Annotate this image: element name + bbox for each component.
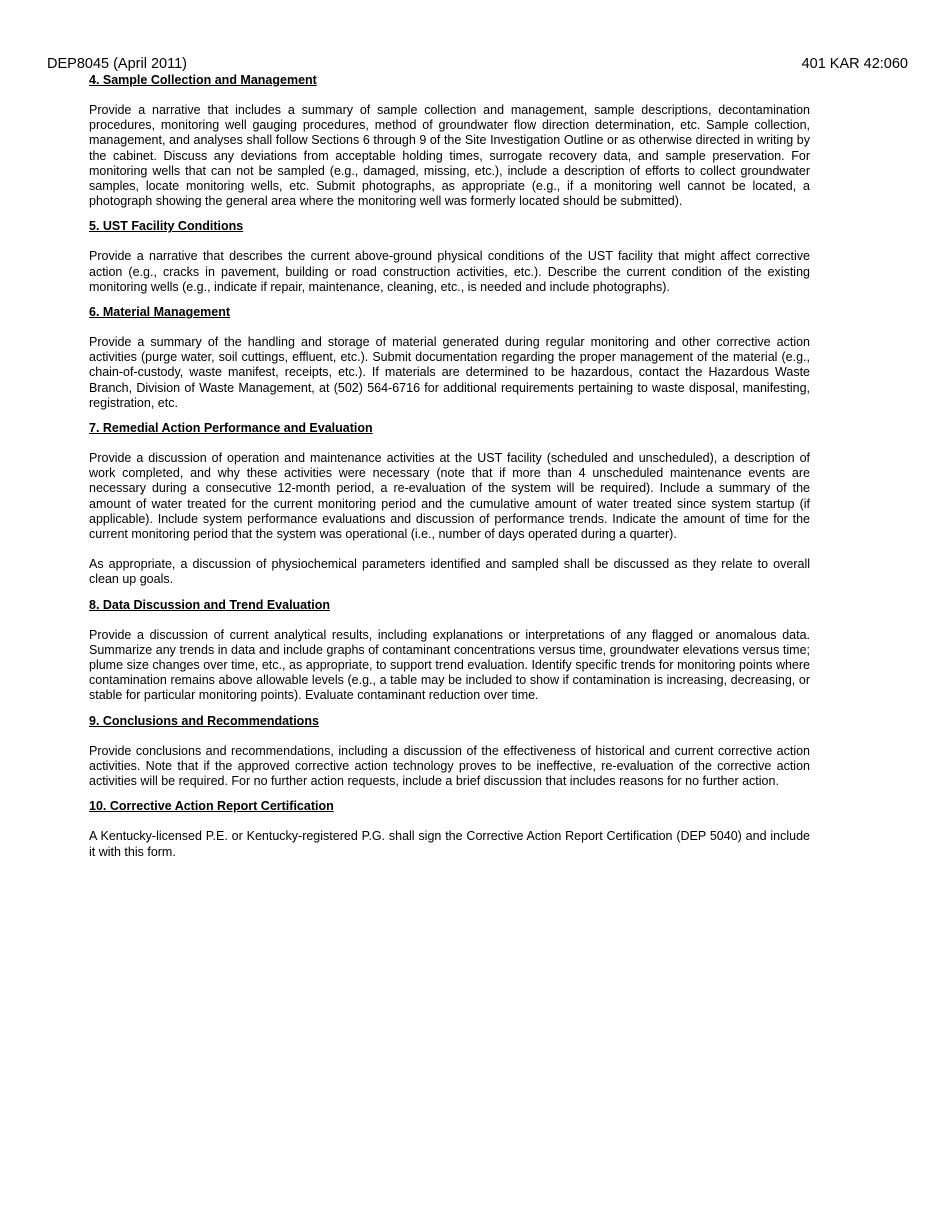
- section-paragraph: Provide a discussion of operation and maintenance activities at the UST facility (scheduled and unscheduled), a description of work completed, and why these activities were necessary (note that if more than 4 unscheduled maintenance events are necessary during a consecutive 12-month period, a re-evaluation of the system will be required). Include a summary of the amount of water treated for the current monitoring period and the cumulative amount of water treated since system startup (if applicable). Include system performance evaluations and discussion of performance trends. Indicate the amount of time for the current monitoring period that the system was operational (i.e., number of days operated during a quarter).: [89, 451, 810, 542]
- section-heading: 6. Material Management: [89, 305, 231, 320]
- section-paragraph: A Kentucky-licensed P.E. or Kentucky-registered P.G. shall sign the Corrective Action Report Certification (DEP 5040) and include it with this form.: [89, 829, 810, 859]
- form-number: DEP8045 (April 2011): [47, 56, 187, 72]
- section-paragraph: As appropriate, a discussion of physiochemical parameters identified and sampled shall be discussed as they relate to overall clean up goals.: [89, 557, 810, 587]
- section-certification: [89, 799, 810, 859]
- document-body: [89, 73, 810, 870]
- section-data-discussion: [89, 598, 810, 704]
- section-paragraph: Provide a narrative that includes a summary of sample collection and management, sample descriptions, decontamination procedures, monitoring well gauging procedures, method of groundwater flow direction determination, etc. Sample collection, management, and analyses shall follow Sections 6 through 9 of the Site Investigation Outline or as otherwise directed in writing by the cabinet. Discuss any deviations from acceptable holding times, surrogate recovery data, and sample preservation. For monitoring wells that can not be sampled (e.g., damaged, missing, etc.), include a description of efforts to collect groundwater samples, locate monitoring wells, etc. Submit photographs, as appropriate (e.g., if a monitoring well cannot be located, a photograph showing the general area where the monitoring well was formerly located should be submitted).: [89, 103, 810, 209]
- section-conclusions: [89, 714, 810, 790]
- section-heading: 10. Corrective Action Report Certification: [89, 799, 334, 814]
- section-ust-facility-conditions: [89, 219, 810, 295]
- section-material-management: [89, 305, 810, 411]
- section-heading: 4. Sample Collection and Management: [89, 73, 317, 87]
- section-remedial-action: [89, 421, 810, 588]
- section-heading: 5. UST Facility Conditions: [89, 219, 244, 234]
- section-heading: 8. Data Discussion and Trend Evaluation: [89, 597, 331, 612]
- section-paragraph: Provide a narrative that describes the current above-ground physical conditions of the UST facility that might affect corrective action (e.g., cracks in pavement, building or road construction activities, etc.). Describe the current condition of the existing monitoring wells (e.g., indicate if repair, maintenance, cleaning, etc., is needed and include photographs).: [89, 249, 810, 294]
- section-paragraph: Provide a summary of the handling and storage of material generated during regular monitoring and other corrective action activities (purge water, soil cuttings, effluent, etc.). Submit documentation regarding the proper management of the material (e.g., chain-of-custody, waste manifest, receipts, etc.). If materials are determined to be hazardous, contact the Hazardous Waste Branch, Division of Waste Management, at (502) 564-6716 for additional requirements pertaining to waste disposal, manifesting, registration, etc.: [89, 335, 810, 410]
- regulation-citation: 401 KAR 42:060: [801, 56, 908, 72]
- section-heading: 7. Remedial Action Performance and Evaluation: [89, 421, 373, 436]
- section-paragraph: Provide conclusions and recommendations, including a discussion of the effectiveness of historical and current corrective action activities. Note that if the approved corrective action technology proves to be ineffective, re-evaluation of the corrective action activities will be required. For no further action requests, include a brief discussion that includes reasons for no further action.: [89, 743, 810, 789]
- section-sample-collection: [89, 73, 810, 209]
- section-heading: 9. Conclusions and Recommendations: [89, 713, 319, 728]
- section-paragraph: Provide a discussion of current analytical results, including explanations or interpretations of any flagged or anomalous data. Summarize any trends in data and include graphs of contaminant concentrations versus time, groundwater elevations versus time; plume size changes over time, etc., as appropriate, to support trend evaluation. Identify specific trends for monitoring points where contamination remains above allowable levels (e.g., a table may be included to show if contamination is increasing, decreasing, or stable for particular monitoring points). Evaluate contaminant reduction over time.: [89, 627, 810, 703]
